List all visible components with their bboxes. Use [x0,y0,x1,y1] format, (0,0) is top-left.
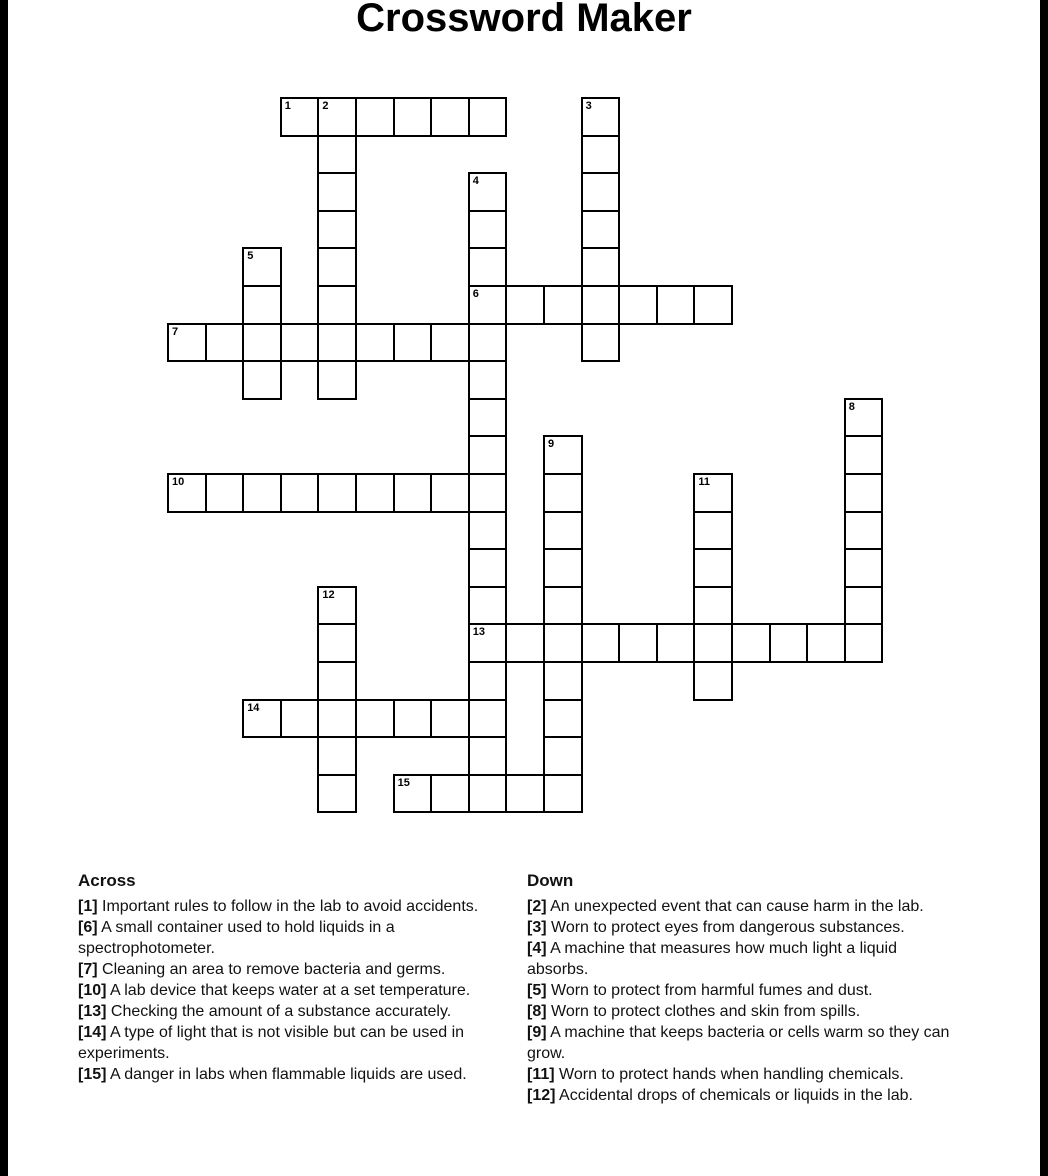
grid-cell[interactable] [731,623,771,663]
grid-cell[interactable] [505,774,545,814]
grid-cell[interactable] [468,548,508,588]
grid-cell[interactable] [280,473,320,513]
grid-cell[interactable] [317,661,357,701]
grid-cell[interactable] [543,623,583,663]
down-heading: Down [527,871,574,890]
grid-cell[interactable] [693,623,733,663]
grid-cell[interactable] [581,247,621,287]
grid-cell[interactable] [317,736,357,776]
grid-cell[interactable] [693,285,733,325]
clue-text: A small container used to hold liquids in a spectrophotometer. [78,919,395,957]
clue-number: 2 [322,100,329,112]
grid-cell[interactable] [693,548,733,588]
grid-cell[interactable] [317,323,357,363]
clue-number: 12 [322,588,335,601]
grid-cell[interactable] [543,548,583,588]
clue-text: Worn to protect hands when handling chemicals. [554,1066,904,1083]
grid-cell[interactable] [393,323,433,363]
grid-cell[interactable] [543,586,583,626]
grid-cell[interactable] [844,623,884,663]
clue-number: 9 [548,438,555,451]
grid-cell[interactable] [355,97,395,137]
grid-cell[interactable] [693,661,733,701]
clue-text: An unexpected event that can cause harm in the lab. [546,898,924,915]
clue-number: 7 [172,325,179,338]
grid-cell[interactable] [844,548,884,588]
grid-cell[interactable] [581,323,621,363]
grid-cell[interactable] [393,473,433,513]
across-clue [78,980,508,1001]
grid-cell[interactable] [355,323,395,363]
grid-cell[interactable] [468,247,508,287]
grid-cell[interactable] [317,623,357,663]
grid-cell[interactable] [393,97,433,137]
grid-cell[interactable] [844,586,884,626]
grid-cell[interactable] [468,774,508,814]
clue-text: Important rules to follow in the lab to avoid accidents. [97,898,479,915]
down-clue [527,917,957,938]
clue-number-label: [5] [527,982,547,999]
grid-cell[interactable] [581,172,621,212]
grid-cell[interactable] [317,247,357,287]
grid-cell[interactable] [543,285,583,325]
grid-cell[interactable] [693,586,733,626]
clue-number: 15 [397,776,410,789]
grid-cell[interactable] [468,360,508,400]
grid-cell[interactable] [355,473,395,513]
page-title: Crossword Maker [356,0,692,40]
grid-cell[interactable] [430,323,470,363]
down-clue-list [527,896,957,1106]
clue-number-label: [14] [78,1024,107,1041]
clue-number: 5 [247,250,254,263]
clue-number-label: [12] [527,1087,556,1104]
grid-cell[interactable] [543,473,583,513]
clue-number: 3 [585,100,592,112]
down-clue [527,1064,957,1085]
grid-cell[interactable] [505,623,545,663]
grid-cell[interactable] [656,623,696,663]
clue-text: Checking the amount of a substance accurately. [106,1003,452,1020]
clue-text: A danger in labs when flammable liquids are used. [106,1066,467,1083]
clue-number-label: [15] [78,1066,107,1083]
grid-cell[interactable] [543,736,583,776]
grid-cell[interactable] [468,586,508,626]
grid-cell[interactable] [242,323,282,363]
grid-cell[interactable] [844,435,884,475]
grid-cell[interactable] [543,774,583,814]
grid-cell[interactable] [693,511,733,551]
clue-number: 8 [848,400,855,413]
grid-cell[interactable] [769,623,809,663]
grid-cell[interactable] [242,473,282,513]
grid-cell[interactable] [242,285,282,325]
clue-number-label: [1] [78,898,98,915]
down-clue [527,980,957,1001]
grid-cell[interactable] [430,774,470,814]
grid-cell[interactable] [543,511,583,551]
grid-cell[interactable] [468,473,508,513]
grid-cell[interactable] [505,285,545,325]
grid-cell[interactable] [468,511,508,551]
grid-cell[interactable] [355,699,395,739]
clue-text: Accidental drops of chemicals or liquids in the lab. [555,1087,913,1104]
grid-cell[interactable] [205,473,245,513]
clue-number-label: [4] [527,940,547,957]
across-clue-list [78,896,508,1085]
grid-cell[interactable] [468,699,508,739]
clue-number-label: [7] [78,961,98,978]
grid-cell[interactable] [468,323,508,363]
clue-number: 4 [472,175,479,188]
across-heading: Across [78,871,136,890]
clue-text: Worn to protect from harmful fumes and dust. [546,982,873,999]
clue-text: Worn to protect clothes and skin from spills. [546,1003,861,1020]
grid-cell[interactable] [317,360,357,400]
grid-cell[interactable] [430,97,470,137]
across-clue [78,896,508,917]
grid-cell[interactable] [430,473,470,513]
clue-number-label: [6] [78,919,98,936]
down-clue [527,1022,957,1064]
clue-number: 14 [247,701,260,714]
grid-cell[interactable] [205,323,245,363]
grid-cell[interactable] [468,736,508,776]
clue-number-label: [3] [527,919,547,936]
grid-cell[interactable] [317,774,357,814]
clue-number: 6 [472,288,479,300]
grid-cell[interactable] [280,699,320,739]
grid-cell[interactable] [242,360,282,400]
across-clue [78,917,508,959]
clue-number-label: [8] [527,1003,547,1020]
clue-text: Worn to protect eyes from dangerous substances. [546,919,905,936]
grid-cell[interactable] [468,97,508,137]
grid-cell[interactable] [581,210,621,250]
grid-cell[interactable] [581,135,621,175]
down-clue [527,896,957,917]
clue-number-label: [11] [527,1066,555,1083]
grid-cell[interactable] [468,661,508,701]
across-clue [78,1001,508,1022]
across-clue [78,1022,508,1064]
grid-cell[interactable] [618,285,658,325]
grid-cell[interactable] [317,172,357,212]
clue-number-label: [9] [527,1024,547,1041]
grid-cell[interactable] [317,699,357,739]
clue-number: 11 [698,476,711,488]
grid-cell[interactable] [543,699,583,739]
across-clue [78,1064,508,1085]
down-clue [527,938,957,980]
down-clues [527,870,957,1106]
grid-cell[interactable] [656,285,696,325]
across-clue [78,959,508,980]
across-clues [78,870,508,1085]
clue-text: A type of light that is not visible but can be used in experiments. [78,1024,465,1062]
grid-cell[interactable] [581,623,621,663]
clue-text: A lab device that keeps water at a set temperature. [106,982,471,999]
clue-number-label: [13] [78,1003,107,1020]
grid-cell[interactable] [317,285,357,325]
clue-number: 1 [284,100,291,112]
grid-cell[interactable] [618,623,658,663]
grid-cell[interactable] [844,511,884,551]
grid-cell[interactable] [806,623,846,663]
grid-cell[interactable] [468,435,508,475]
grid-cell[interactable] [468,210,508,250]
clue-number: 10 [172,476,185,488]
down-clue [527,1085,957,1106]
grid-cell[interactable] [317,473,357,513]
grid-cell[interactable] [581,285,621,325]
grid-cell[interactable] [317,135,357,175]
grid-cell[interactable] [317,210,357,250]
clue-text: Cleaning an area to remove bacteria and germs. [97,961,446,978]
clue-number-label: [2] [527,898,547,915]
grid-cell[interactable] [393,699,433,739]
clue-number-label: [10] [78,982,107,999]
clue-text: A machine that keeps bacteria or cells warm so they can grow. [527,1024,950,1062]
clue-text: A machine that measures how much light a liquid absorbs. [527,940,897,978]
grid-cell[interactable] [468,398,508,438]
grid-cell[interactable] [430,699,470,739]
clue-number: 13 [472,626,486,639]
grid-cell[interactable] [543,661,583,701]
down-clue [527,1001,957,1022]
grid-cell[interactable] [844,473,884,513]
grid-cell[interactable] [280,323,320,363]
